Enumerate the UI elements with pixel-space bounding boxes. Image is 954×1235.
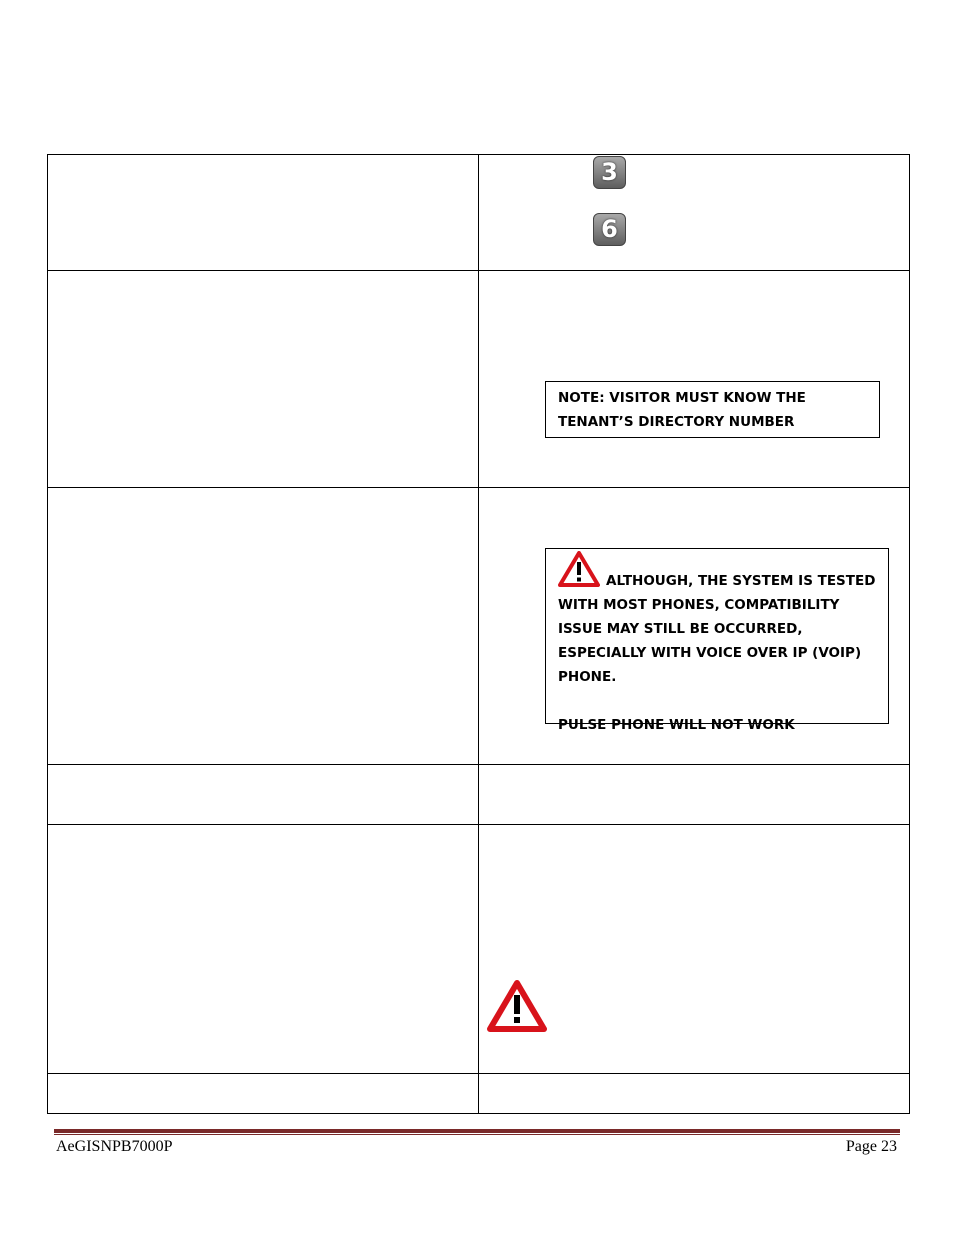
table-row [48,271,910,488]
table-cell-left [48,765,479,825]
table-cell-left [48,488,479,765]
table-cell-right [479,765,910,825]
table-cell-right [479,488,910,765]
warning-box [545,548,889,733]
table-cell-left [48,271,479,488]
table-row [48,488,910,765]
footer-page-number: Page 23 [845,1138,897,1155]
table-cell-right [479,825,910,1074]
table-row [48,155,910,271]
keypad-3-icon: 3 [593,156,626,189]
warning-text-2: PULSE PHONE WILL NOT WORK [558,717,795,733]
instruction-table [47,154,910,1114]
footer-rule [54,1129,900,1133]
warning-triangle-icon [487,980,547,1032]
table-cell-left [48,155,479,271]
table-cell-right [479,155,910,271]
table-cell-right [479,271,910,488]
footer-model: AeGISNPB7000P [56,1138,173,1155]
footer-rule-thin [54,1134,900,1135]
warning-triangle-icon [558,551,600,587]
table-row [48,765,910,825]
table-row [48,1074,910,1114]
table-row [48,825,910,1074]
table-cell-left [48,825,479,1074]
note-box [545,381,880,438]
warning-paragraph-1 [558,551,876,689]
keypad-6-icon: 6 [593,213,626,246]
instruction-table-wrap [47,154,907,1114]
note-text: NOTE: VISITOR MUST KNOW THE TENANT’S DIRECTORY NUMBER [558,390,806,430]
warning-text-1: ALTHOUGH, THE SYSTEM IS TESTED WITH MOST PHONES, COMPATIBILITY ISSUE MAY STILL BE OCCURRED, ESPECIALLY WITH VOICE OVER IP (VOIP) PHONE. [558,573,876,685]
table-cell-left [48,1074,479,1114]
table-cell-right [479,1074,910,1114]
